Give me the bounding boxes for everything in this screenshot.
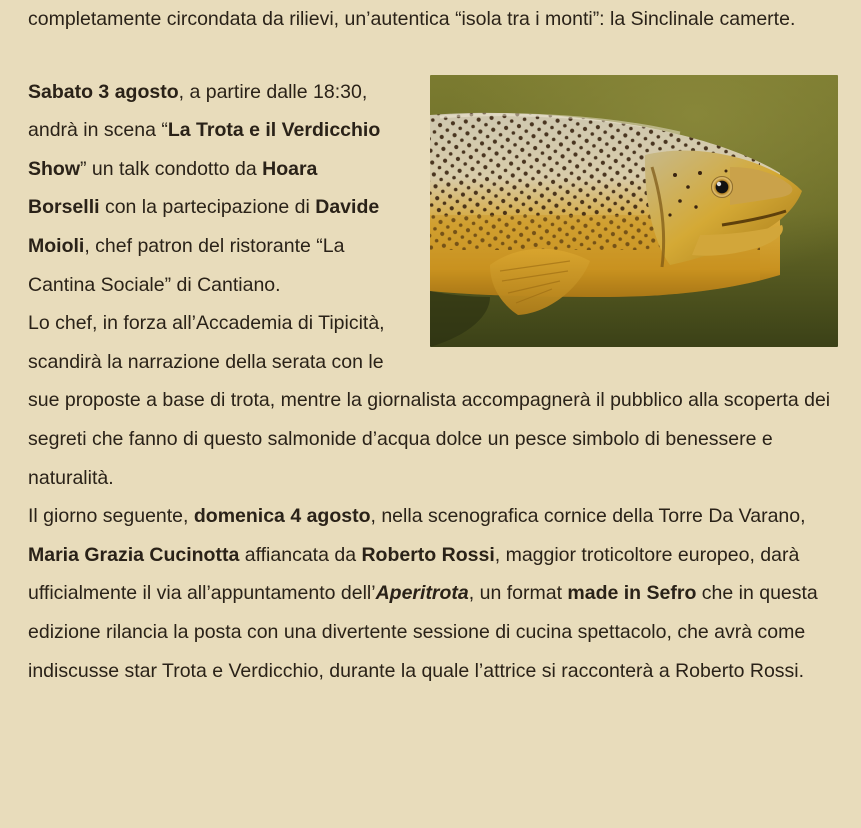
paragraph-spacer [28,39,836,73]
actress-name: Maria Grazia Cucinotta [28,543,240,566]
trout-image [430,75,838,347]
show-title: La Trota e il Verdicchio Show [28,119,381,180]
intro-paragraph: completamente circondata da rilievi, un’autentica “isola tra i monti”: la Sinclinale camerte. [28,8,796,30]
event-paragraph-sunday: Il giorno seguente, domenica 4 agosto, nella scenografica cornice della Torre Da Varano, Maria Grazia Cucinotta affiancata da Roberto Rossi, maggior troticoltore europeo, darà ufficialmente il via all’appuntamento dell’Aperitrota, un format made in Sefro che in questa edizione rilancia la posta con una divertente sessione di cucina spettacolo, che avrà come indiscusse star Trota e Verdicchio, durante la quale l’attrice si racconterà a Roberto Rossi. [28,505,818,682]
troutfarmer-name: Roberto Rossi [361,543,495,566]
chef-name: Davide Moioli [28,196,380,257]
sunday-date: domenica 4 agosto [193,505,371,528]
made-in-sefro: made in Sefro [567,582,697,605]
host-name: Hoara Borselli [28,157,318,219]
chef-paragraph: Lo chef, in forza all’Accademia di Tipicità, scandirà la narrazione della serata con le sue proposte a base di trota, mentre la giornalista accompagnerà il pubblico alla scoperta dei segreti che fanno di questo salmonide d’acqua dolce un pesce simbolo di benessere e naturalità. [28,312,831,489]
trout-photo [430,75,838,347]
event-paragraph-saturday: Sabato 3 agosto, a partire dalle 18:30, andrà in scena “La Trota e il Verdicchio Show” un talk condotto da Hoara Borselli con la partecipazione di Davide Moioli, chef patron del ristorante “La Cantina Sociale” di Cantiano. [28,80,381,296]
format-name: Aperitrota [375,582,469,605]
saturday-date: Sabato 3 agosto [28,80,179,103]
